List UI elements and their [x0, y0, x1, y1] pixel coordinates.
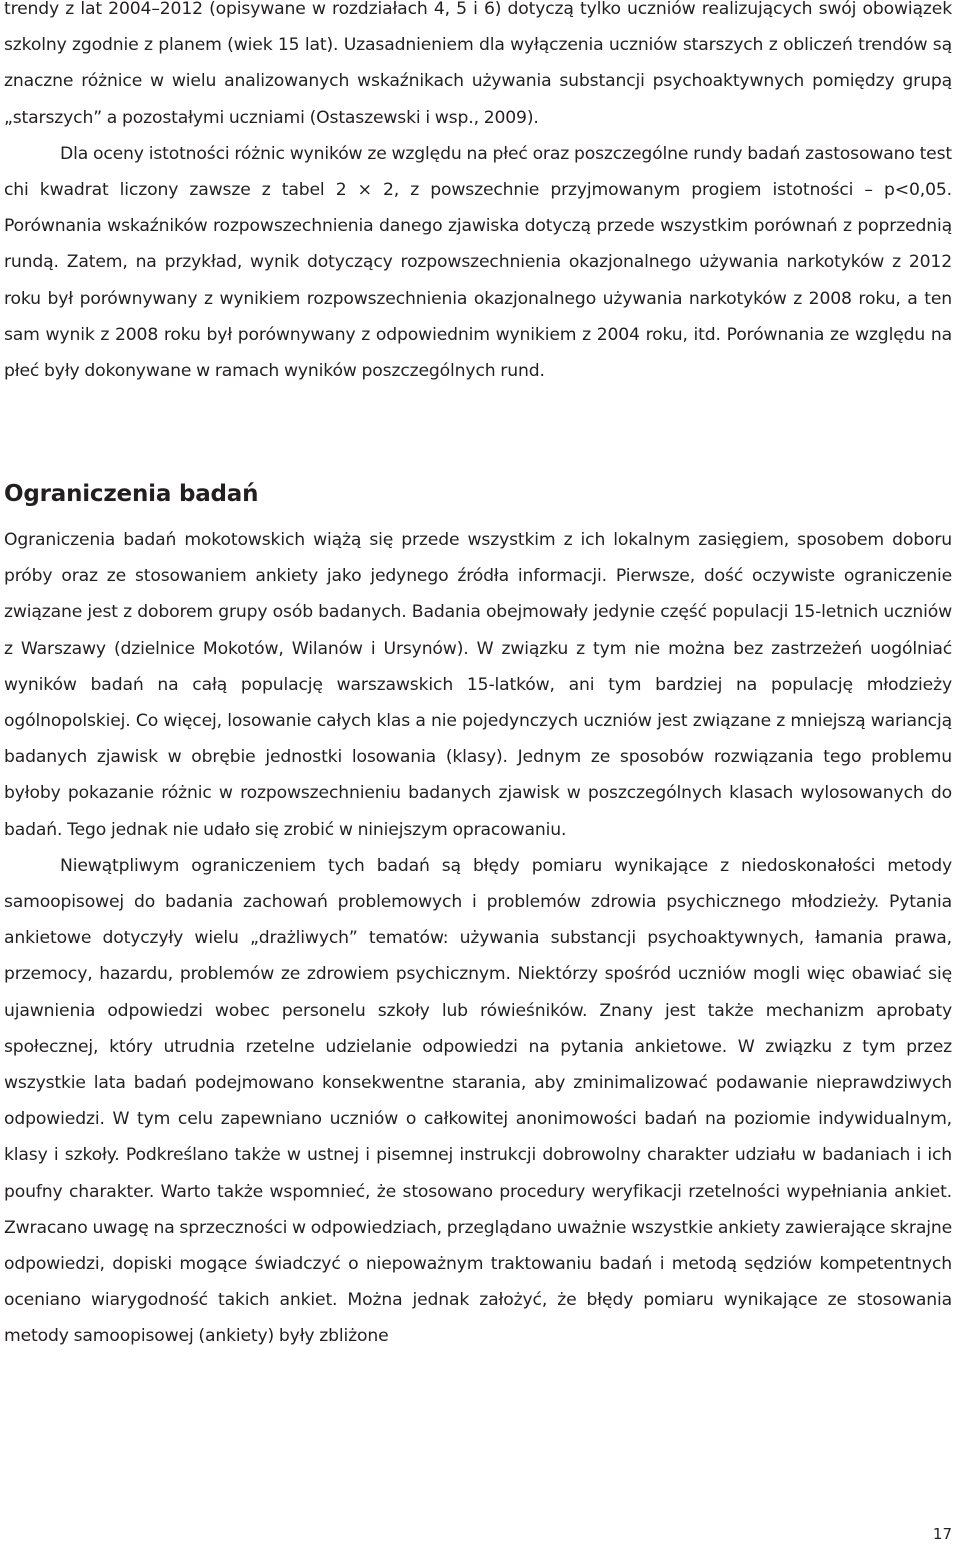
page-number: 17 — [932, 1525, 952, 1543]
paragraph-measurement-errors: Niewątpliwym ograniczeniem tych badań są błędy pomiaru wynikające z niedoskonałości metody samoopisowej do badania zachowań problemowych i problemów zdrowia psychicznego młodzieży. Pytania ankietowe dotyczyły wielu „drażliwych” tematów: używania substancji psychoaktywnych, łamania prawa, przemocy, hazardu, problemów ze zdrowiem psychicznym. Niektórzy spośród uczniów mogli więc obawiać się ujawnienia odpowiedzi wobec personelu szkoły lub rówieśników. Znany jest także mechanizm aprobaty społecznej, który utrudnia rzetelne udzielanie odpowiedzi na pytania ankietowe. W związku z tym przez wszystkie lata badań podejmowano konsekwentne starania, aby zminimalizować podawanie nieprawdziwych odpowiedzi. W tym celu zapewniano uczniów o całkowitej anonimowości badań na poziomie indywidualnym, klasy i szkoły. Podkreślano także w ustnej i pisemnej instrukcji dobrowolny charakter udziału w badaniach i ich poufny charakter. Warto także wspomnieć, że stosowano procedury weryfikacji rzetelności wypełniania ankiet. Zwracano uwagę na sprzeczności w odpowiedziach, przeglądano uważnie wszystkie ankiety zawierające skrajne odpowiedzi, dopiski mogące świadczyć o niepoważnym traktowaniu badań i metodą sędziów kompetentnych oceniano wiarygodność takich ankiet. Można jednak założyć, że błędy pomiaru wynikające ze stosowania metody samoopisowej (ankiety) były zbliżone — [4, 855, 952, 1347]
paragraph-continuation: trendy z lat 2004–2012 (opisywane w rozdziałach 4, 5 i 6) dotyczą tylko uczniów realizujących swój obowiązek szkolny zgodnie z planem (wiek 15 lat). Uzasadnieniem dla wyłączenia uczniów starszych z obliczeń trendów są znaczne różnice w wielu analizowanych wskaźnikach używania substancji psychoaktywnych pomiędzy grupą „starszych” a pozostałymi uczniami (Ostaszewski i wsp., 2009). — [4, 0, 952, 128]
paragraph-limitations: Ograniczenia badań mokotowskich wiążą się przede wszystkim z ich lokalnym zasięgiem, sposobem doboru próby oraz ze stosowaniem ankiety jako jedynego źródła informacji. Pierwsze, dość oczywiste ograniczenie związane jest z doborem grupy osób badanych. Badania obejmowały jedynie część populacji 15-letnich uczniów z Warszawy (dzielnice Mokotów, Wilanów i Ursynów). W związku z tym nie można bez zastrzeżeń uogólniać wyników badań na całą populację warszawskich 15-latków, ani tym bardziej na populację młodzieży ogólnopolskiej. Co więcej, losowanie całych klas a nie pojedynczych uczniów jest związane z mniejszą wariancją badanych zjawisk w obrębie jednostki losowania (klasy). Jednym ze sposobów rozwiązania tego problemu byłoby pokazanie różnic w rozpowszechnieniu badanych zjawisk w poszczególnych klasach wylosowanych do badań. Tego jednak nie udało się zrobić w niniejszym opracowaniu. — [4, 530, 952, 840]
paragraph-statistics: Dla oceny istotności różnic wyników ze względu na płeć oraz poszczególne rundy badań zastosowano test chi kwadrat liczony zawsze z tabel 2 × 2, z powszechnie przyjmowanym progiem istotności – p<0,05. Porównania wskaźników rozpowszechnienia danego zjawiska dotyczą przede wszystkim porównań z poprzednią rundą. Zatem, na przykład, wynik dotyczący rozpowszechnienia okazjonalnego używania narkotyków z 2012 roku był porównywany z wynikiem rozpowszechnienia okazjonalnego używania narkotyków z 2008 roku, a ten sam wynik z 2008 roku był porównywany z odpowiednim wynikiem z 2004 roku, itd. Porównania ze względu na płeć były dokonywane w ramach wyników poszczególnych rund. — [4, 143, 952, 382]
section-heading: Ograniczenia badań — [4, 481, 259, 507]
section-body — [4, 522, 952, 1355]
intro-text — [4, 0, 952, 389]
